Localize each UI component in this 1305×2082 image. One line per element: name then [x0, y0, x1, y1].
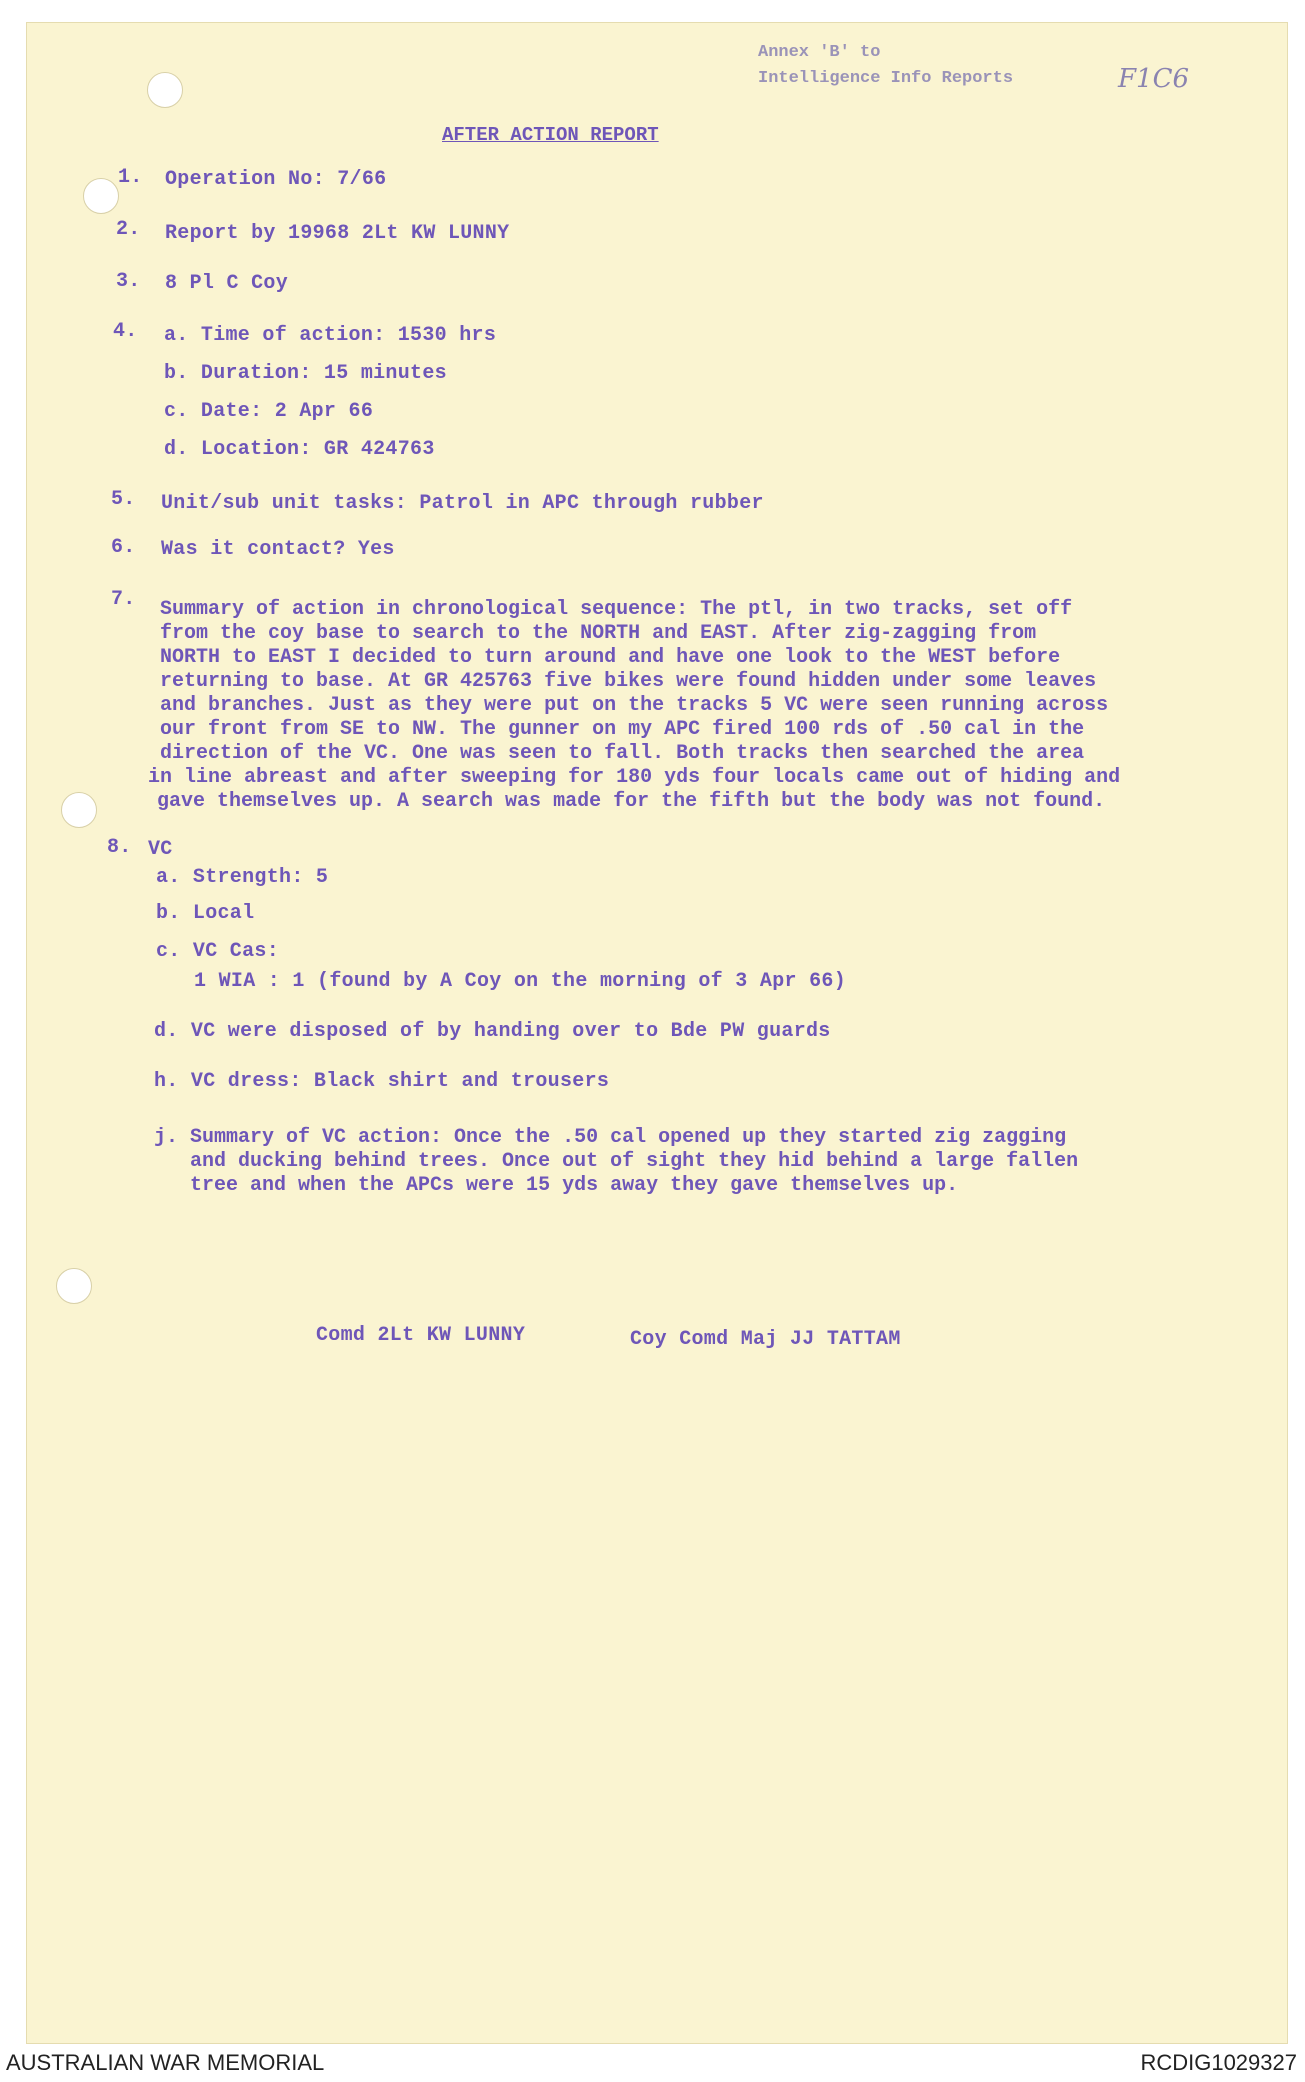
vc-action-line: and ducking behind trees. Once out of sight they hid behind a large fallen — [154, 1150, 1079, 1173]
item-number-8: 8. — [107, 836, 132, 859]
vc-casualties: c. VC Cas: — [156, 940, 280, 963]
action-summary-line: Summary of action in chronological sequence: The ptl, in two tracks, set off — [160, 598, 1073, 621]
action-summary-line: NORTH to EAST I decided to turn around and have one look to the WEST before — [160, 646, 1061, 669]
annex-line-2: Intelligence Info Reports — [758, 69, 1014, 88]
punch-hole-1 — [147, 72, 183, 108]
operation-number: Operation No: 7/66 — [165, 168, 387, 191]
contact: Was it contact? Yes — [161, 538, 395, 561]
signature-commander: Comd 2Lt KW LUNNY — [316, 1324, 526, 1347]
date: c. Date: 2 Apr 66 — [164, 400, 374, 423]
item-number-2: 2. — [116, 218, 141, 241]
punch-hole-3 — [61, 792, 97, 828]
vc-type: b. Local — [156, 902, 255, 925]
time-of-action: a. Time of action: 1530 hrs — [164, 324, 497, 347]
vc-casualties-detail: 1 WIA : 1 (found by A Coy on the morning of 3 Apr 66) — [194, 970, 847, 993]
punch-hole-4 — [56, 1268, 92, 1304]
item-number-3: 3. — [116, 270, 141, 293]
item-number-4: 4. — [113, 320, 138, 343]
vc-heading: VC — [148, 838, 173, 861]
annex-line-1: Annex 'B' to — [758, 43, 881, 62]
duration: b. Duration: 15 minutes — [164, 362, 447, 385]
vc-action-line: j. Summary of VC action: Once the .50 cal opened up they started zig zagging — [154, 1126, 1067, 1149]
action-summary-line: gave themselves up. A search was made for the fifth but the body was not found. — [157, 790, 1106, 813]
handwritten-file-number: F1C6 — [1118, 64, 1190, 94]
vc-dress: h. VC dress: Black shirt and trousers — [154, 1070, 610, 1093]
signature-coy-commander: Coy Comd Maj JJ TATTAM — [630, 1328, 901, 1351]
unit-tasks: Unit/sub unit tasks: Patrol in APC through rubber — [161, 492, 764, 515]
item-number-5: 5. — [111, 488, 136, 511]
unit-platoon: 8 Pl C Coy — [165, 272, 289, 295]
action-summary-line: our front from SE to NW. The gunner on my APC fired 100 rds of .50 cal in the — [160, 718, 1085, 741]
vc-strength: a. Strength: 5 — [156, 866, 329, 889]
report-title: AFTER ACTION REPORT — [442, 124, 659, 146]
action-summary-line: from the coy base to search to the NORTH and EAST. After zig-zagging from — [160, 622, 1037, 645]
footer-record-id: RCDIG1029327 — [1140, 2050, 1297, 2075]
location: d. Location: GR 424763 — [164, 438, 435, 461]
punch-hole-2 — [83, 178, 119, 214]
report-by: Report by 19968 2Lt KW LUNNY — [165, 222, 510, 245]
action-summary-line: and branches. Just as they were put on the tracks 5 VC were seen running across — [160, 694, 1109, 717]
action-summary-line: direction of the VC. One was seen to fall. Both tracks then searched the area — [160, 742, 1085, 765]
vc-action-line: tree and when the APCs were 15 yds away they gave themselves up. — [154, 1174, 959, 1197]
item-number-7: 7. — [111, 588, 136, 611]
action-summary-line: returning to base. At GR 425763 five bikes were found hidden under some leaves — [160, 670, 1097, 693]
footer-institution: AUSTRALIAN WAR MEMORIAL — [6, 2050, 325, 2075]
action-summary-line: in line abreast and after sweeping for 180 yds four locals came out of hiding and — [148, 766, 1121, 789]
item-number-6: 6. — [111, 536, 136, 559]
vc-disposal: d. VC were disposed of by handing over to Bde PW guards — [154, 1020, 831, 1043]
item-number-1: 1. — [118, 166, 143, 189]
